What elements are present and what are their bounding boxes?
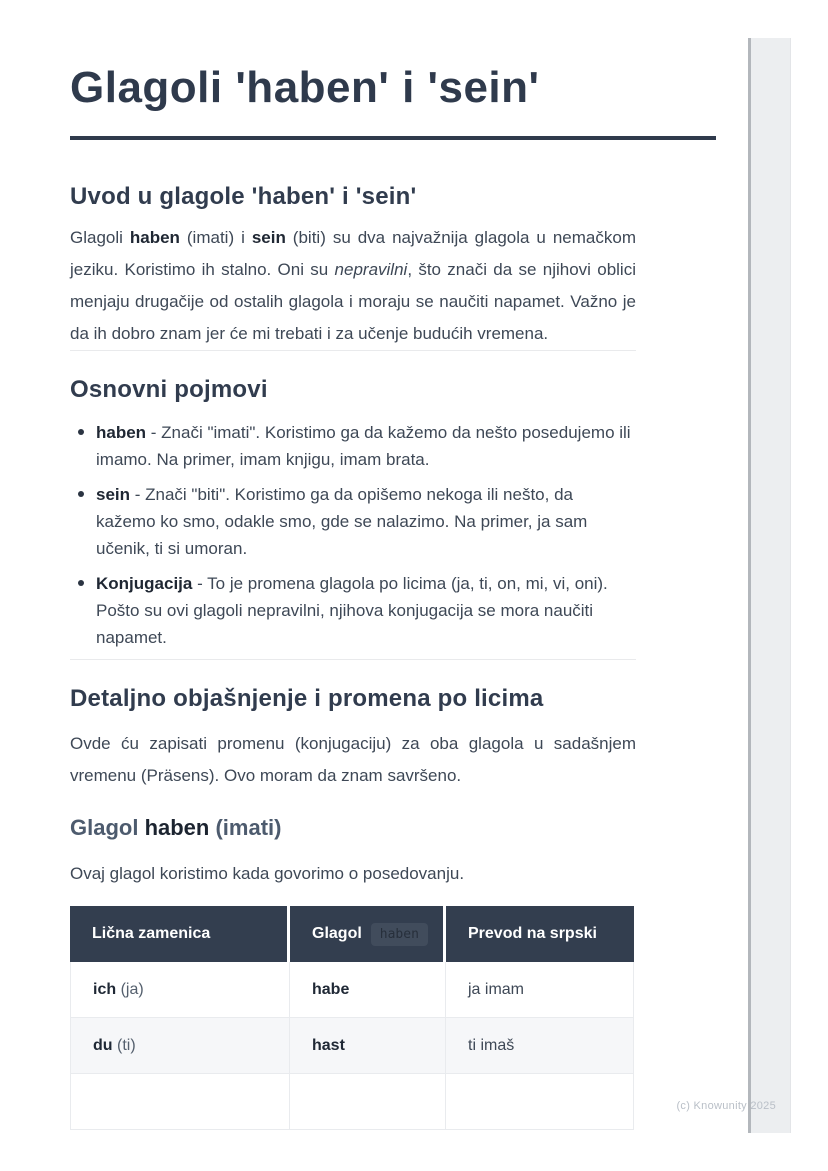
table-row — [70, 1018, 634, 1074]
concept-term: sein — [96, 485, 131, 504]
text-run: Glagol — [70, 815, 145, 840]
text-run: (imati) i — [179, 228, 252, 247]
concept-text: - Znači "biti". Koristimo ga da opišemo nekoga ili nešto, da kažemo ko smo, odakle smo, gde se nalazimo. Na primer, ja sam učenik, ti si umoran. — [96, 485, 588, 558]
page-title: Glagoli 'haben' i 'sein' — [70, 63, 540, 112]
cell-verb — [290, 1074, 446, 1130]
table-row — [70, 962, 634, 1018]
subsection-heading-haben — [70, 814, 636, 842]
cell-translation: ti imaš — [446, 1018, 634, 1074]
code-chip-haben: haben — [371, 923, 428, 946]
bold-term-haben: haben — [144, 815, 210, 840]
intro-paragraph — [70, 222, 636, 350]
section-divider — [70, 350, 636, 351]
details-paragraph: Ovde ću zapisati promenu (konjugaciju) za oba glagola u sadašnjem vremenu (Präsens). Ovo moram da znam savršeno. — [70, 734, 636, 785]
verb-form: habe — [312, 980, 350, 998]
document-content — [70, 0, 636, 1130]
table-header-row — [70, 906, 634, 962]
cell-translation — [446, 1074, 634, 1130]
section-heading-basics: Osnovni pojmovi — [70, 376, 268, 403]
bold-term-sein: sein — [251, 228, 286, 247]
cell-pronoun — [70, 962, 290, 1018]
bullet-icon — [78, 491, 84, 497]
cell-verb — [290, 962, 446, 1018]
cell-verb — [290, 1018, 446, 1074]
cell-pronoun — [70, 1074, 290, 1130]
section-heading-intro: Uvod u glagole 'haben' i 'sein' — [70, 183, 417, 210]
concept-list — [70, 419, 636, 651]
list-item — [96, 481, 636, 562]
column-header-translation: Prevod na srpski — [446, 906, 634, 962]
concept-term: Konjugacija — [96, 574, 193, 593]
section-divider — [70, 659, 636, 660]
text-run: (biti) su dva najvažnija glagola u nemačkom jeziku. Koristimo ih stalno. Oni su — [70, 228, 636, 279]
title-divider — [70, 136, 716, 140]
table-row — [70, 1074, 634, 1130]
scrollbar-track[interactable] — [748, 38, 791, 1133]
list-item — [96, 419, 636, 473]
section-heading-details: Detaljno objašnjenje i promena po licima — [70, 685, 544, 712]
copyright: (c) Knowunity 2025 — [676, 1100, 776, 1112]
text-run: Glagoli — [70, 228, 130, 247]
column-header-pronoun: Lična zamenica — [70, 906, 290, 962]
page-bottom-margin — [0, 1146, 828, 1171]
italic-term-nepravilni: nepravilni — [334, 260, 408, 279]
bullet-icon — [78, 580, 84, 586]
cell-pronoun — [70, 1018, 290, 1074]
text-run: , što znači da se njihovi oblici menjaju drugačije od ostalih glagola i moraju se naučiti napamet. Važno je da ih dobro znam jer će mi trebati i za učenje budućih vremena. — [70, 260, 636, 343]
text-run: (imati) — [209, 815, 282, 840]
haben-paragraph: Ovaj glagol koristimo kada govorimo o posedovanju. — [70, 864, 465, 883]
pronoun: du — [93, 1036, 113, 1054]
list-item — [96, 570, 636, 651]
concept-text: - To je promena glagola po licima (ja, ti, on, mi, vi, oni). Pošto su ovi glagoli nepravilni, njihova konjugacija se mora naučiti napamet. — [96, 574, 608, 647]
conjugation-table — [70, 906, 634, 1130]
verb-form: hast — [312, 1036, 345, 1054]
cell-translation: ja imam — [446, 962, 634, 1018]
concept-text: - Znači "imati". Koristimo ga da kažemo da nešto posedujemo ili imamo. Na primer, imam knjigu, imam brata. — [96, 423, 631, 469]
text-run: Glagol — [312, 925, 362, 942]
pronoun-translation: (ja) — [116, 980, 144, 998]
concept-term: haben — [96, 423, 147, 442]
bold-term-haben: haben — [129, 228, 180, 247]
pronoun-translation: (ti) — [112, 1036, 136, 1054]
column-header-verb — [290, 906, 446, 962]
bullet-icon — [78, 429, 84, 435]
pronoun: ich — [93, 980, 117, 998]
